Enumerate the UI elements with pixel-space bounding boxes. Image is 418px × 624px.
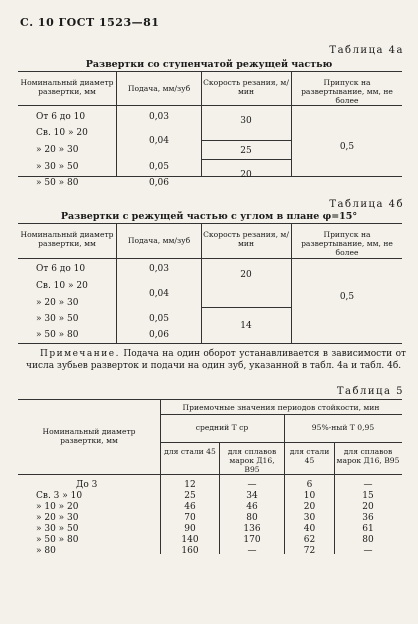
col-diameter: Номинальный диаметр развертки, мм (42, 427, 136, 445)
cell-value: — (247, 480, 257, 490)
feed-value: 0,03 (148, 264, 170, 274)
col-alloy: для сплавов марок Д16, В95 (227, 447, 277, 474)
feed-value: 0,05 (148, 162, 170, 172)
table-5-caption: Таблица 5 (336, 386, 404, 397)
col-allowance: Припуск на развертывание, мм, не более (301, 230, 393, 257)
note-text: Подача на один оборот устанавливается в зависимости от числа зубьев разверток и подачи на один зуб, указанной в табл. 4а и табл. 4б. (26, 349, 406, 371)
feed-value: 0,04 (148, 289, 170, 299)
cell-value: 46 (184, 502, 196, 512)
cell-value: — (363, 480, 373, 490)
cell-value: 15 (362, 491, 374, 501)
speed-value: 20 (240, 170, 252, 180)
cell-value: 30 (303, 513, 316, 523)
table-4a-title: Развертки со ступенчатой режущей частью (85, 59, 333, 70)
feed-value: 0,04 (148, 136, 170, 146)
cell-value: 40 (303, 524, 316, 534)
row-diameter: » 20 » 30 (36, 145, 79, 155)
row-diameter: До 3 (76, 480, 98, 490)
col-allowance: Припуск на развертывание, мм, не более (301, 78, 393, 105)
speed-value: 25 (240, 146, 252, 156)
col-diameter: Номинальный диаметр развертки, мм (20, 78, 114, 96)
row-diameter: » 80 (36, 546, 56, 556)
row-diameter: Св. 3 » 10 (36, 491, 83, 501)
row-diameter: Св. 10 » 20 (36, 281, 88, 291)
cell-value: 90 (184, 524, 196, 534)
speed-value: 20 (240, 270, 252, 280)
feed-value: 0,05 (148, 314, 170, 324)
row-diameter: Св. 10 » 20 (36, 128, 88, 138)
speed-value: 14 (240, 321, 252, 331)
cell-value: 20 (303, 502, 316, 512)
note (26, 348, 406, 372)
cell-value: 80 (362, 535, 374, 545)
cell-value: — (247, 546, 257, 556)
cell-value: 34 (246, 491, 258, 501)
cell-value: 10 (303, 491, 316, 501)
table-4b-title: Развертки с режущей частью с углом в плане φ=15° (60, 211, 358, 222)
feed-value: 0,06 (148, 178, 170, 188)
col-speed: Скорость резания, м/мин (203, 78, 289, 96)
cell-value: 20 (362, 502, 374, 512)
allowance-value: 0,5 (339, 142, 355, 152)
cell-value: 70 (184, 513, 196, 523)
cell-value: 80 (246, 513, 258, 523)
row-diameter: От 6 до 10 (36, 112, 86, 122)
row-diameter: От 6 до 10 (36, 264, 86, 274)
row-diameter: » 10 » 20 (36, 502, 79, 512)
cell-value: 46 (246, 502, 258, 512)
row-diameter: » 50 » 80 (36, 535, 79, 545)
note-lead: Примечание. (40, 349, 120, 359)
cell-value: 160 (181, 546, 199, 556)
col-feed: Подача, мм/зуб (127, 236, 191, 245)
cell-value: 12 (184, 480, 196, 490)
cell-value: 170 (243, 535, 261, 545)
col-average: средний T ср (195, 423, 249, 432)
col-steel: для стали 45 (289, 447, 330, 465)
cell-value: 36 (362, 513, 374, 523)
cell-value: 61 (362, 524, 374, 534)
table-4a-caption: Таблица 4а (329, 45, 404, 56)
row-diameter: » 50 » 80 (36, 330, 79, 340)
col-steel: для стали 45 (164, 447, 216, 456)
row-diameter: » 30 » 50 (36, 162, 79, 172)
cell-value: 6 (306, 480, 313, 490)
col-tool-life: Приемочные значения периодов стойкости, мин (182, 403, 380, 412)
cell-value: 140 (181, 535, 199, 545)
cell-value: — (363, 546, 373, 556)
col-diameter: Номинальный диаметр развертки, мм (20, 230, 114, 248)
col-alloy: для сплавов марок Д16, В95 (336, 447, 400, 465)
feed-value: 0,03 (148, 112, 170, 122)
feed-value: 0,06 (148, 330, 170, 340)
row-diameter: » 20 » 30 (36, 298, 79, 308)
table-4b-caption: Таблица 4б (329, 199, 404, 210)
col-95: 95%-ный T 0,95 (311, 423, 375, 432)
row-diameter: » 20 » 30 (36, 513, 79, 523)
page-header: С. 10 ГОСТ 1523—81 (20, 16, 160, 29)
row-diameter: » 30 » 50 (36, 524, 79, 534)
cell-value: 72 (303, 546, 316, 556)
cell-value: 136 (243, 524, 261, 534)
cell-value: 62 (303, 535, 316, 545)
speed-value: 30 (240, 116, 252, 126)
allowance-value: 0,5 (339, 292, 355, 302)
col-feed: Подача, мм/зуб (127, 84, 191, 93)
row-diameter: » 50 » 80 (36, 178, 79, 188)
row-diameter: » 30 » 50 (36, 314, 79, 324)
col-speed: Скорость резания, м/мин (203, 230, 289, 248)
cell-value: 25 (184, 491, 196, 501)
